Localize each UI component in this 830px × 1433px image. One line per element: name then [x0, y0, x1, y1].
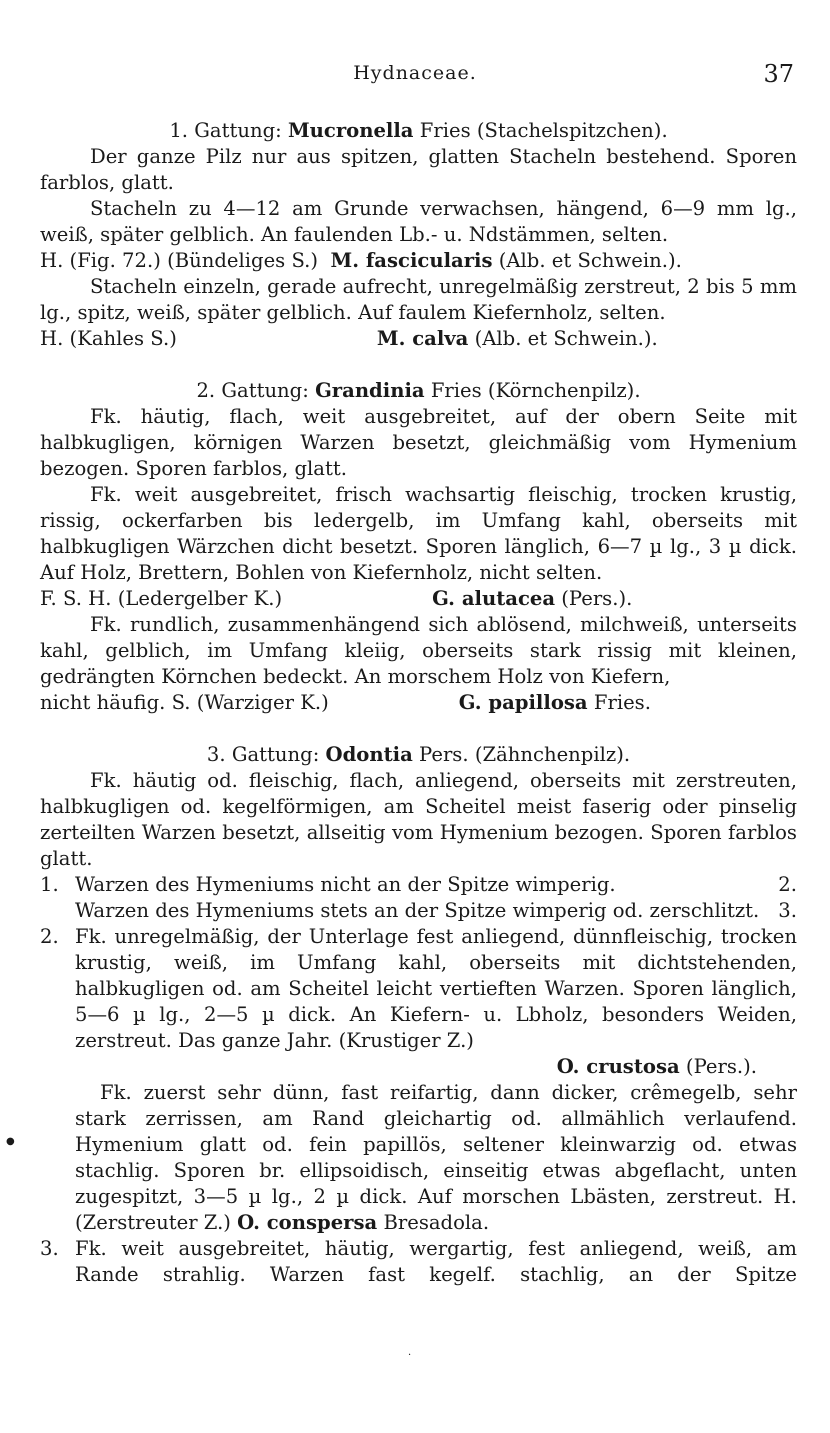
genus-description: Fk. häutig, flach, weit ausgebreitet, auf der obern Seite mit halbkugligen, körnigen Warzen besetzt, gleichmäßig vom Hymenium bezogen. Sporen farblos, glatt.: [40, 405, 797, 480]
species-name: O. crustosa: [556, 1055, 680, 1078]
genus-name: Grandinia: [315, 379, 425, 402]
species-name: M. calva: [376, 327, 469, 350]
species-entry: Fk. weit ausgebreitet, frisch wachsartig fleischig, trocken krustig, rissig, ockerfarben bis ledergelb, im Umfang kahl, oberseits mit halbkugligen Wärzchen dicht besetzt. Sporen länglich, 6—7 µ lg., 3 µ dick. Auf Holz, Brettern, Bohlen von Kiefernholz, nicht selten. F. S. H. (Ledergelber K.) G. alutacea (Pers.).: [40, 483, 797, 610]
page-body: [40, 118, 797, 1288]
species-name: G. alutacea: [432, 587, 556, 610]
genus-description: Der ganze Pilz nur aus spitzen, glatten Stacheln bestehend. Sporen farblos, glatt.: [40, 145, 797, 194]
speck-mark: ·: [408, 1350, 412, 1361]
margin-mark: ●: [6, 1136, 15, 1147]
genus-description: Fk. häutig od. fleischig, flach, anliegend, oberseits mit zerstreuten, halbkugligen od. kegelförmigen, am Scheitel meist faserig oder pinselig zerteilten Warzen besetzt, allseitig vom Hymenium bezogen. Sporen farblos glatt.: [40, 769, 797, 870]
key-lead: Warzen des Hymeniums stets an der Spitze wimperig od. zerschlitzt. 3.: [75, 899, 797, 922]
key-couplet-1: 1. Warzen des Hymeniums nicht an der Spitze wimperig. 2. Warzen des Hymeniums stets an der Spitze wimperig od. zerschlitzt. 3.: [40, 873, 797, 922]
page-number: 37: [763, 60, 794, 88]
key-lead: Fk. zuerst sehr dünn, fast reifartig, dann dicker, crêmegelb, sehr stark zerrissen, am Rand gleichartig od. allmählich verlaufend. Hymenium glatt od. fein papillös, seltener kleinwarzig od. etwas stachlig. Sporen br. ellipsoidisch, einseitig etwas abgeflacht, unten zugespitzt, 3—5 µ lg., 2 µ dick. Auf morschen Lbästen, zerstreut. H. (Zerstreuter Z.) O. conspersa Bresadola.: [75, 1081, 797, 1234]
species-entry: Stacheln einzeln, gerade aufrecht, unregelmäßig zerstreut, 2 bis 5 mm lg., spitz, weiß, später gelblich. Auf faulem Kiefernholz, selten. H. (Kahles S.) M. calva (Alb. et Schwein.).: [40, 275, 797, 350]
key-lead: Warzen des Hymeniums nicht an der Spitze wimperig. 2.: [75, 873, 797, 896]
species-name: G. papillosa: [458, 691, 588, 714]
genus-name: Mucronella: [287, 119, 414, 142]
genus-heading-grandinia: 2. Gattung: Grandinia Fries (Körnchenpilz).: [196, 379, 641, 402]
species-name: M. fascicularis: [330, 249, 493, 272]
genus-name: Odontia: [325, 743, 413, 766]
species-entry: Fk. rundlich, zusammenhängend sich ablösend, milchweiß, unterseits kahl, gelblich, im Umfang kleiig, oberseits stark rissig mit kleinen, gedrängten Körnchen bedeckt. An morschem Holz von Kiefern, nicht häufig. S. (Warziger K.) G. papillosa Fries.: [40, 613, 797, 714]
key-lead: Fk. unregelmäßig, der Unterlage fest anliegend, dünnfleischig, trocken krustig, weiß, im Umfang kahl, oberseits mit dichtstehenden, halbkugligen od. am Scheitel leicht vertieften Warzen. Sporen länglich, 5—6 µ lg., 2—5 µ dick. An Kiefern- u. Lbholz, besonders Weiden, zerstreut. Das ganze Jahr. (Krustiger Z.): [75, 925, 797, 1052]
species-entry: Stacheln zu 4—12 am Grunde verwachsen, hängend, 6—9 mm lg., weiß, später gelblich. An faulenden Lb.- u. Ndstämmen, selten. H. (Fig. 72.) (Bündeliges S.) M. fascicularis (Alb. et Schwein.).: [40, 197, 797, 272]
species-name: O. conspersa: [237, 1211, 378, 1234]
key-couplet-2: 2. Fk. unregelmäßig, der Unterlage fest anliegend, dünnfleischig, trocken krustig, weiß, im Umfang kahl, oberseits mit dichtstehenden, halbkugligen od. am Scheitel leicht vertieften Warzen. Sporen länglich, 5—6 µ lg., 2—5 µ dick. An Kiefern- u. Lbholz, besonders Weiden, zerstreut. Das ganze Jahr. (Krustiger Z.) O. crustosa (Pers.). Fk. zuerst sehr dünn, fast reifartig, dann dicker, crêmegelb, sehr stark zerrissen, am Rand gleichartig od. allmählich verlaufend. Hymenium glatt od. fein papillös, seltener kleinwarzig od. etwas stachlig. Sporen br. ellipsoidisch, einseitig etwas abgeflacht, unten zugespitzt, 3—5 µ lg., 2 µ dick. Auf morschen Lbästen, zerstreut. H. (Zerstreuter Z.) O. conspersa Bresadola.: [40, 925, 797, 1234]
key-lead: Fk. weit ausgebreitet, häutig, wergartig, fest anliegend, weiß, am Rande strahlig. Warzen fast kegelf. stachlig, an der Spitze: [75, 1237, 797, 1286]
genus-heading-mucronella: 1. Gattung: Mucronella Fries (Stachelspitzchen).: [169, 119, 668, 142]
genus-heading-odontia: 3. Gattung: Odontia Pers. (Zähnchenpilz).: [206, 743, 631, 766]
key-couplet-3: 3. Fk. weit ausgebreitet, häutig, wergartig, fest anliegend, weiß, am Rande strahlig. Warzen fast kegelf. stachlig, an der Spitze: [40, 1237, 797, 1286]
running-title: Hydnaceae.: [353, 62, 477, 84]
species-line: O. crustosa (Pers.).: [556, 1055, 757, 1078]
running-header: [0, 62, 830, 90]
